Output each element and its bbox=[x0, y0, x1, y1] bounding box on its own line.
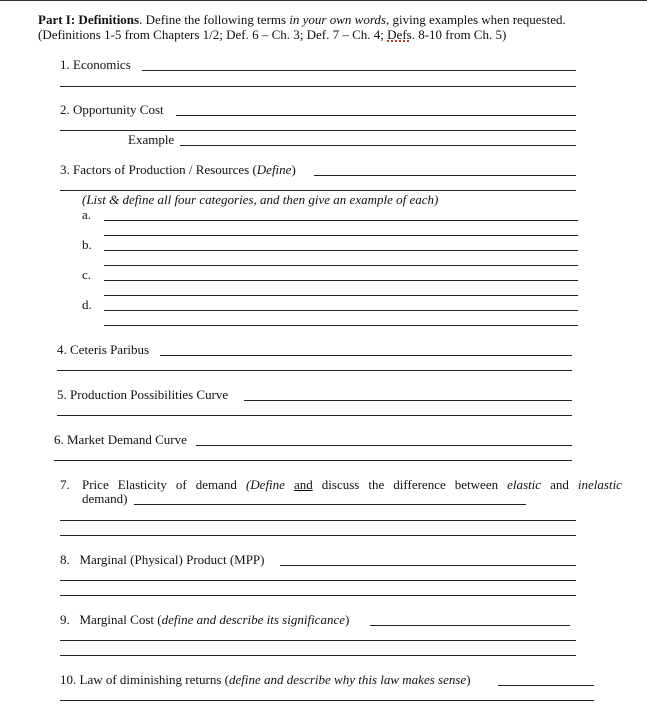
q3-d-line-2[interactable] bbox=[104, 325, 578, 326]
q2-example-label: Example bbox=[128, 132, 175, 147]
q5-answer-line-2[interactable] bbox=[57, 415, 572, 416]
instructions-line-1: Part I: Definitions. Define the following terms in your own words, giving examples when requested. bbox=[38, 12, 566, 27]
q7-number: 7. bbox=[60, 477, 70, 492]
q10-answer-line-1[interactable] bbox=[498, 685, 594, 686]
q7-label-line-2: demand) bbox=[82, 491, 128, 506]
q8-answer-line-2[interactable] bbox=[60, 580, 576, 581]
q3-d-line-1[interactable] bbox=[104, 310, 578, 311]
q1-answer-line-1[interactable] bbox=[142, 70, 576, 71]
q9-answer-line-3[interactable] bbox=[60, 655, 576, 656]
q3-item-d: d. bbox=[82, 297, 92, 312]
q3-instruction: (List & define all four categories, and then give an example of each) bbox=[82, 192, 439, 207]
q10-answer-line-2[interactable] bbox=[60, 700, 594, 701]
q3-b-line-2[interactable] bbox=[104, 265, 578, 266]
q2-example-line[interactable] bbox=[180, 145, 576, 146]
q3-b-line-1[interactable] bbox=[104, 250, 578, 251]
q2-answer-line-1[interactable] bbox=[176, 115, 576, 116]
q3-item-c: c. bbox=[82, 267, 92, 282]
q3-c-line-2[interactable] bbox=[104, 295, 578, 296]
q2-label: 2. Opportunity Cost bbox=[60, 102, 164, 117]
q3-label: 3. Factors of Production / Resources (Define) bbox=[60, 162, 296, 177]
q2-answer-line-2[interactable] bbox=[60, 130, 576, 131]
q8-answer-line-1[interactable] bbox=[280, 565, 576, 566]
q5-label: 5. Production Possibilities Curve bbox=[57, 387, 229, 402]
q1-answer-line-2[interactable] bbox=[60, 86, 576, 87]
q9-label: 9. Marginal Cost (define and describe its significance) bbox=[60, 612, 350, 627]
instructions-line-2: (Definitions 1-5 from Chapters 1/2; Def. 6 – Ch. 3; Def. 7 – Ch. 4; Defs. 8-10 from Ch. 5) bbox=[38, 27, 507, 42]
q10-label: 10. Law of diminishing returns (define and describe why this law makes sense) bbox=[60, 672, 471, 687]
q4-answer-line-1[interactable] bbox=[160, 355, 572, 356]
q3-item-b: b. bbox=[82, 237, 92, 252]
q3-c-line-1[interactable] bbox=[104, 280, 578, 281]
q3-answer-line-2[interactable] bbox=[60, 190, 576, 191]
part-title: Part I: Definitions bbox=[38, 12, 140, 27]
q6-label: 6. Market Demand Curve bbox=[54, 432, 187, 447]
q4-answer-line-2[interactable] bbox=[57, 370, 572, 371]
q7-answer-line-2[interactable] bbox=[60, 520, 576, 521]
q8-answer-line-3[interactable] bbox=[60, 595, 576, 596]
q7-answer-line-1[interactable] bbox=[134, 504, 526, 505]
top-rule bbox=[0, 0, 647, 1]
q8-label: 8. Marginal (Physical) Product (MPP) bbox=[60, 552, 265, 567]
q9-answer-line-1[interactable] bbox=[370, 625, 570, 626]
q7-label-line-1: Price Elasticity of demand (Define and discuss the difference between elastic and inelastic bbox=[82, 477, 622, 492]
q1-label: 1. Economics bbox=[60, 57, 131, 72]
q3-item-a: a. bbox=[82, 207, 92, 222]
q6-answer-line-2[interactable] bbox=[54, 460, 572, 461]
q3-answer-line-1[interactable] bbox=[314, 175, 576, 176]
q9-answer-line-2[interactable] bbox=[60, 640, 576, 641]
q3-a-line-2[interactable] bbox=[104, 235, 578, 236]
q6-answer-line-1[interactable] bbox=[196, 445, 572, 446]
q5-answer-line-1[interactable] bbox=[244, 400, 572, 401]
q3-a-line-1[interactable] bbox=[104, 220, 578, 221]
q7-answer-line-3[interactable] bbox=[60, 535, 576, 536]
q4-label: 4. Ceteris Paribus bbox=[57, 342, 150, 357]
spellcheck-word: Defs bbox=[387, 27, 412, 42]
